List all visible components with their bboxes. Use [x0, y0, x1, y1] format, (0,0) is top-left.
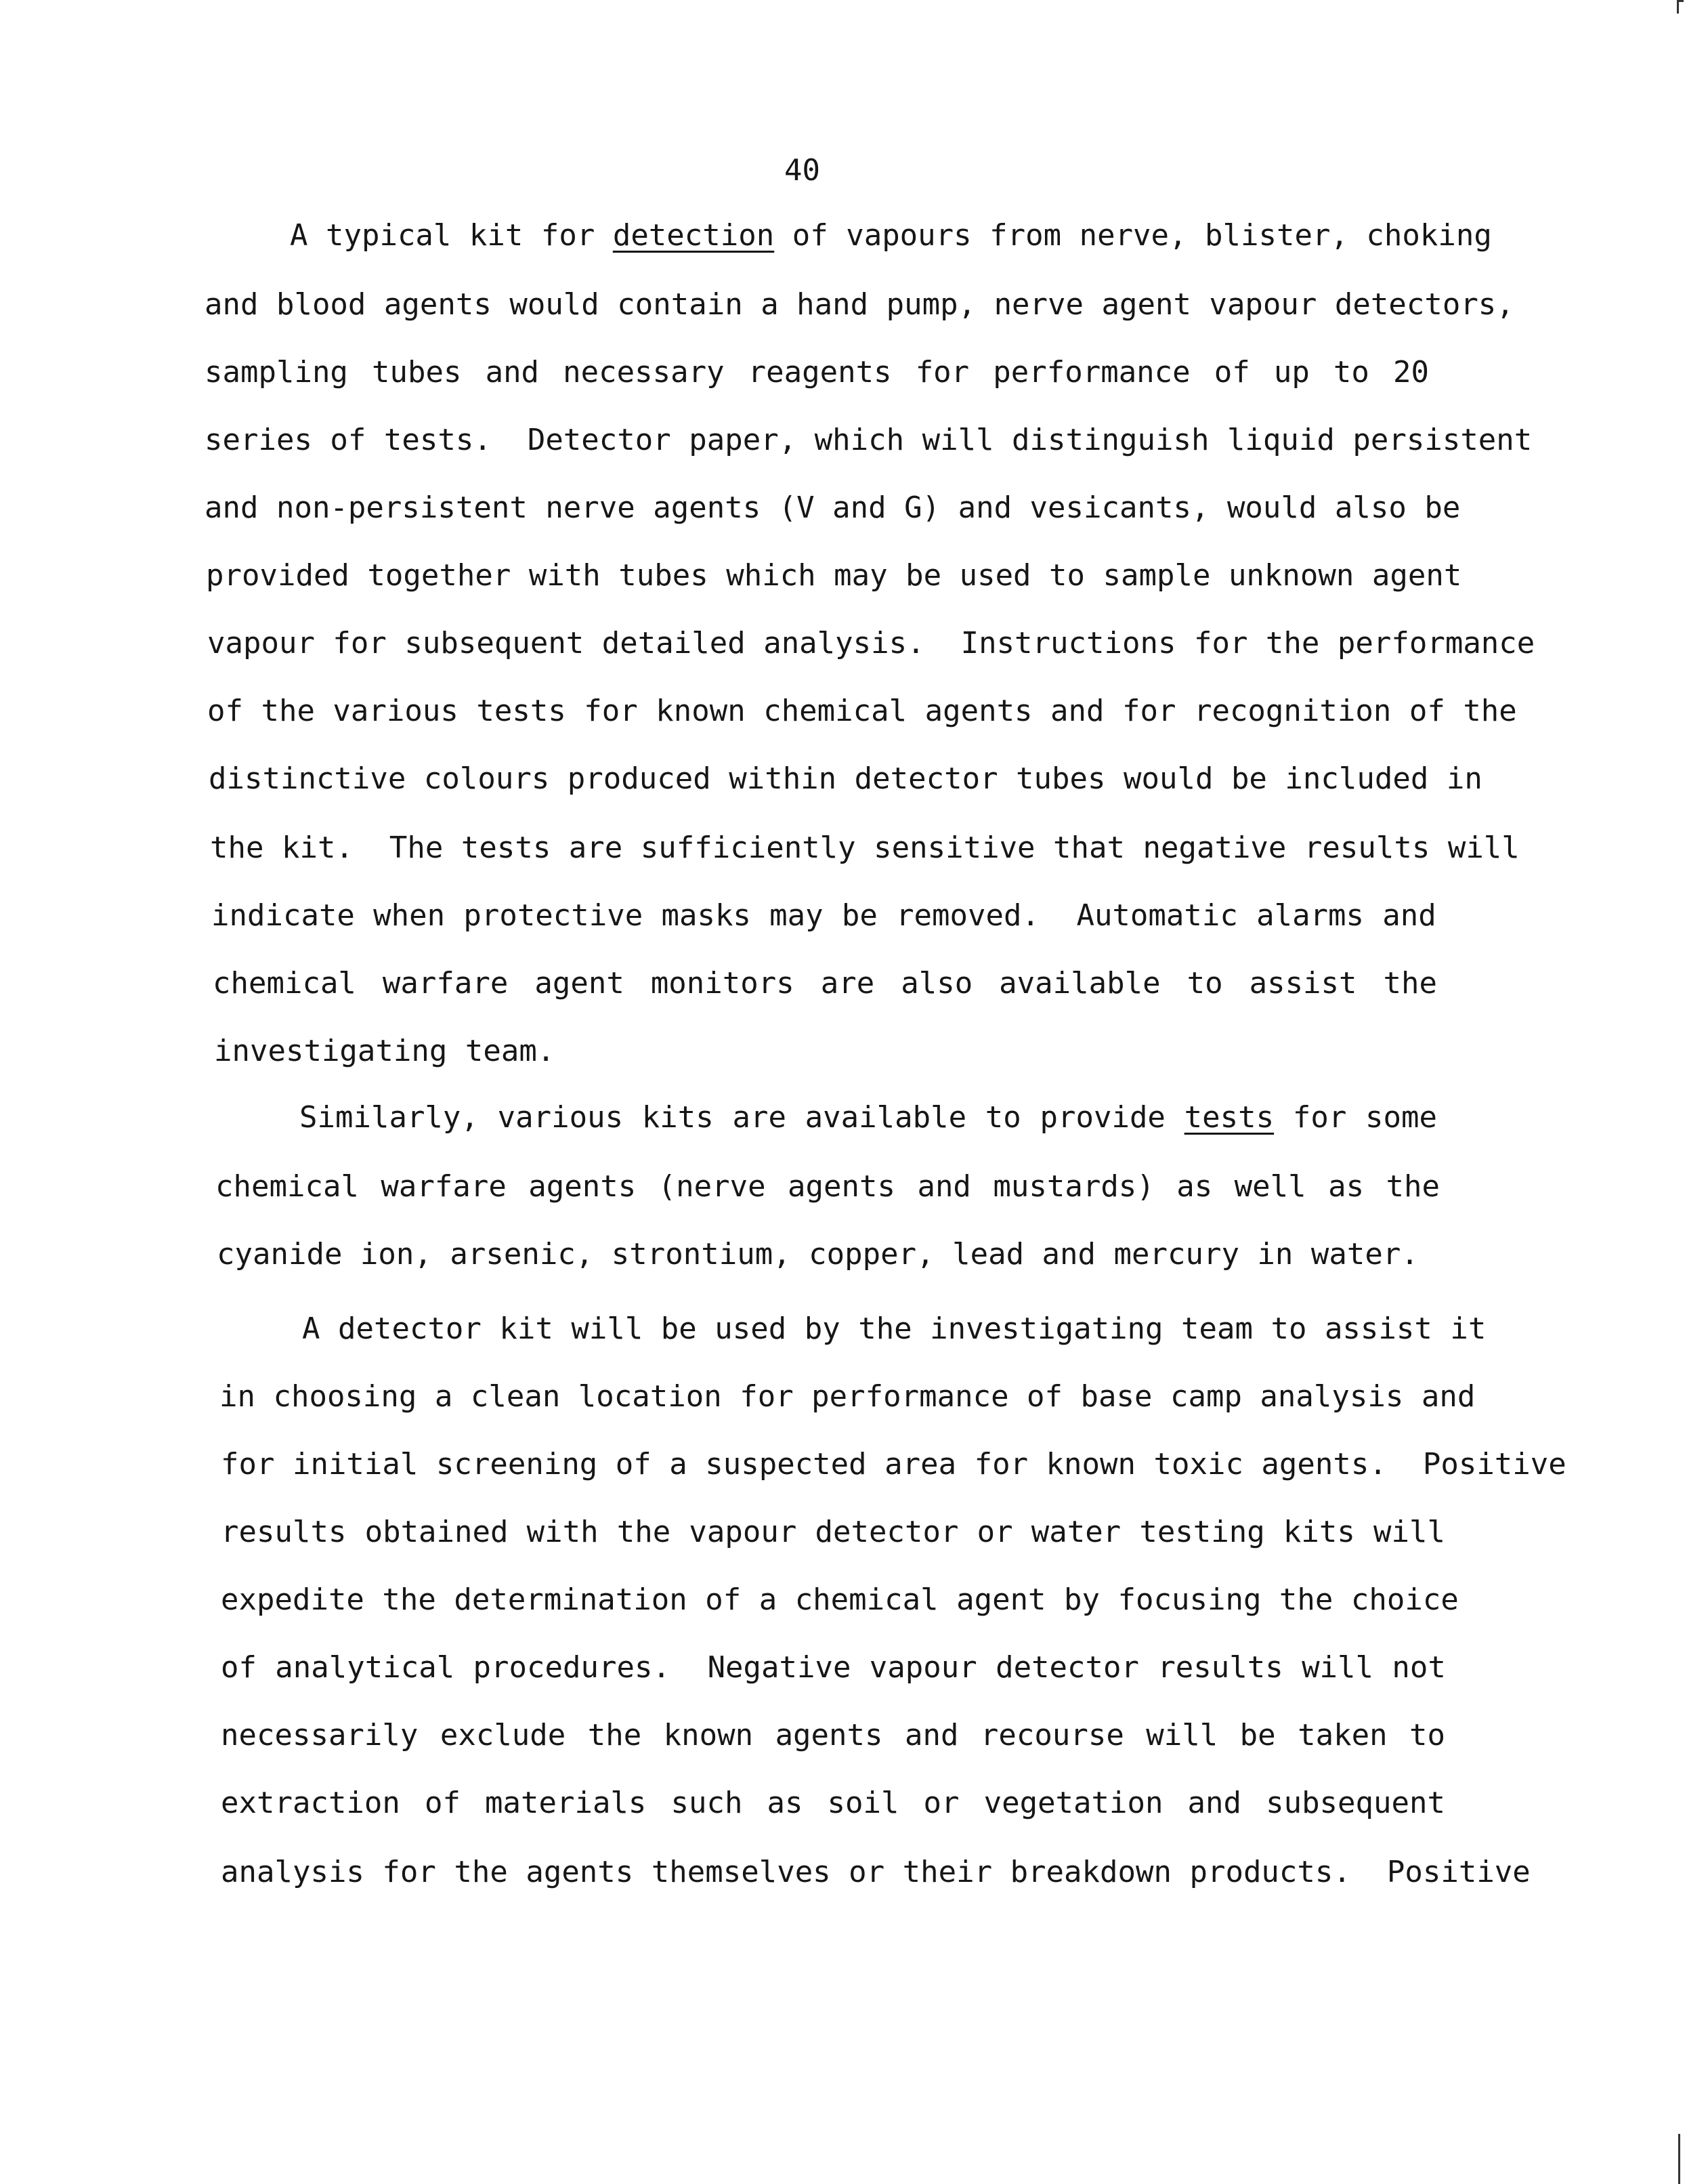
text-line: distinctive colours produced within detector tubes would be included in	[209, 761, 1482, 796]
text-line: indicate when protective masks may be removed. Automatic alarms and	[211, 898, 1436, 933]
text-line: necessarily exclude the known agents and recourse will be taken to	[221, 1718, 1445, 1752]
text-line: provided together with tubes which may be used to sample unknown agent	[206, 558, 1462, 593]
scan-edge-mark	[1677, 0, 1684, 2]
page-number: 40	[784, 153, 820, 188]
text-line: for initial screening of a suspected area for known toxic agents. Positive	[221, 1447, 1566, 1482]
text-line: the kit. The tests are sufficiently sensitive that negative results will	[210, 831, 1520, 865]
scan-edge-mark	[1677, 0, 1679, 14]
text-line: and non-persistent nerve agents (V and G) and vesicants, would also be	[205, 490, 1461, 525]
text-line: Similarly, various kits are available to provide tests for some	[299, 1100, 1437, 1135]
text-line: vapour for subsequent detailed analysis. Instructions for the performance	[207, 626, 1535, 660]
text-line: results obtained with the vapour detector or water testing kits will	[221, 1515, 1445, 1549]
text-line: investigating team.	[214, 1034, 555, 1068]
text-line: chemical warfare agent monitors are also available to assist the	[213, 966, 1437, 1001]
text-line: A detector kit will be used by the investigating team to assist it	[302, 1311, 1487, 1346]
text-line: series of tests. Detector paper, which will distinguish liquid persistent	[205, 423, 1533, 457]
text-line: expedite the determination of a chemical agent by focusing the choice	[221, 1582, 1459, 1617]
text-line: chemical warfare agents (nerve agents and mustards) as well as the	[215, 1169, 1440, 1204]
underlined-word: tests	[1184, 1100, 1275, 1135]
text-line: cyanide ion, arsenic, strontium, copper, lead and mercury in water.	[217, 1237, 1419, 1272]
text-line: sampling tubes and necessary reagents for performance of up to 20	[205, 355, 1429, 390]
text-line: of the various tests for known chemical agents and for recognition of the	[207, 694, 1517, 728]
text-line: of analytical procedures. Negative vapour detector results will not	[221, 1650, 1446, 1685]
text-line: and blood agents would contain a hand pump, nerve agent vapour detectors,	[205, 287, 1514, 322]
scan-edge-mark	[1678, 2134, 1680, 2184]
text-line: extraction of materials such as soil or vegetation and subsequent	[221, 1786, 1445, 1820]
underlined-word: detection	[612, 218, 775, 253]
text-line: analysis for the agents themselves or their breakdown products. Positive	[221, 1855, 1531, 1889]
text-line: in choosing a clean location for performance of base camp analysis and	[219, 1379, 1476, 1414]
text-line: A typical kit for detection of vapours from nerve, blister, choking	[290, 218, 1492, 253]
